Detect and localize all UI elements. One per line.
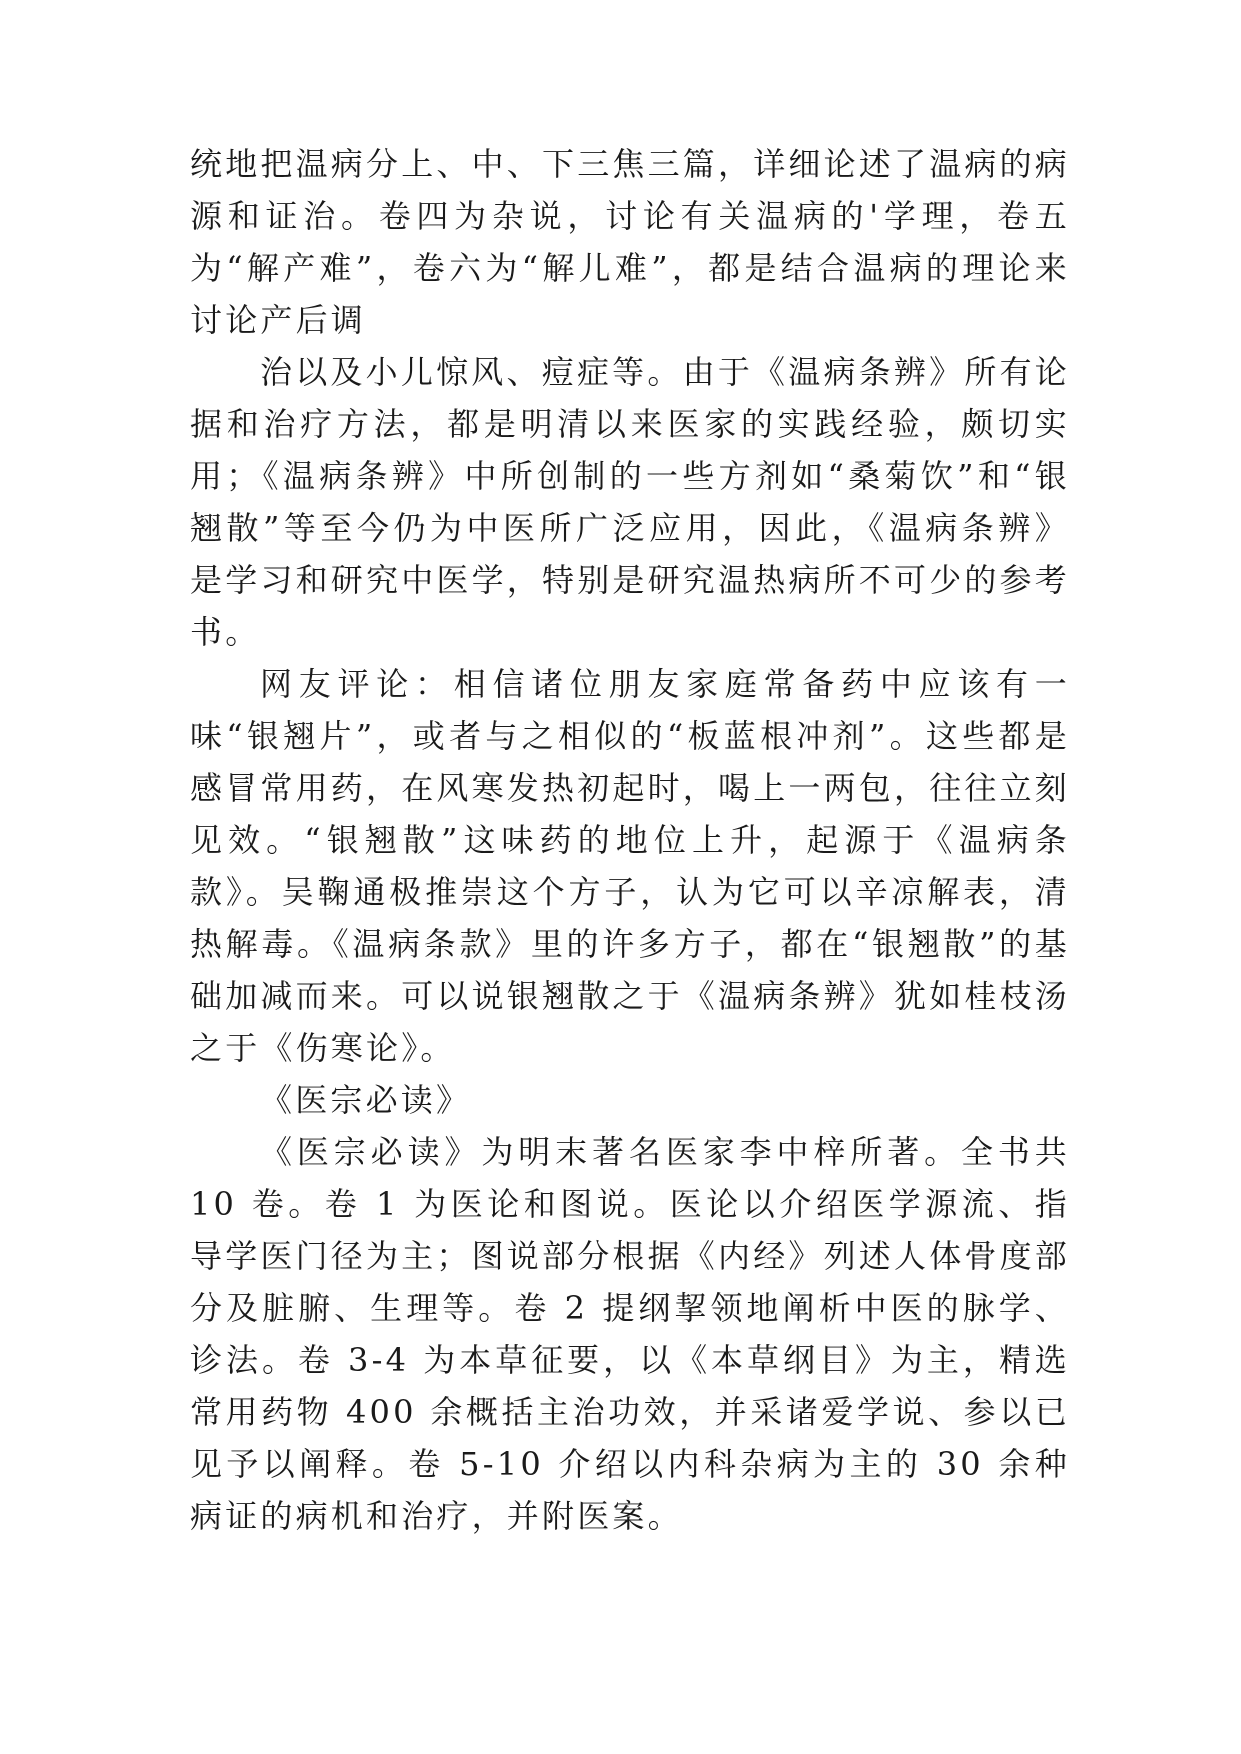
section-heading-yizong-bidu: 《医宗必读》	[260, 1081, 472, 1119]
paragraph-netizen-comment: 网友评论：相信诸位朋友家庭常备药中应该有一味“银翘片”，或者与之相似的“板蓝根冲剂”。这些都是感冒常用药，在风寒发热初起时，喝上一两包，往往立刻见效。“银翘散”这味药的地位上升，起源于《温病条款》。吴鞠通极推崇这个方子，认为它可以辛凉解表，清热解毒。《温病条款》里的许多方子，都在“银翘散”的基础加减而来。可以说银翘散之于《温病条辨》犹如桂枝汤之于《伤寒论》。	[190, 665, 1071, 1067]
paragraph-continuation: 统地把温病分上、中、下三焦三篇，详细论述了温病的病源和证治。卷四为杂说，讨论有关温病的'学理，卷五为“解产难”，卷六为“解儿难”，都是结合温病的理论来讨论产后调	[190, 145, 1071, 339]
paragraph-wenbing-value: 治以及小儿惊风、痘症等。由于《温病条辨》所有论据和治疗方法，都是明清以来医家的实践经验，颇切实用；《温病条辨》中所创制的一些方剂如“桑菊饮”和“银翘散”等至今仍为中医所广泛应用，因此，《温病条辨》是学习和研究中医学，特别是研究温热病所不可少的参考书。	[190, 353, 1071, 651]
document-body	[190, 138, 1070, 1542]
paragraph-yizong-bidu-description: 《医宗必读》为明末著名医家李中梓所著。全书共 10 卷。卷 1 为医论和图说。医论以介绍医学源流、指导学医门径为主；图说部分根据《内经》列述人体骨度部分及脏腑、生理等。卷 2 提纲挈领地阐析中医的脉学、诊法。卷 3-4 为本草征要，以《本草纲目》为主，精选常用药物 400 余概括主治功效，并采诸爱学说、参以已见予以阐释。卷 5-10 介绍以内科杂病为主的 30 余种病证的病机和治疗，并附医案。	[190, 1133, 1071, 1535]
